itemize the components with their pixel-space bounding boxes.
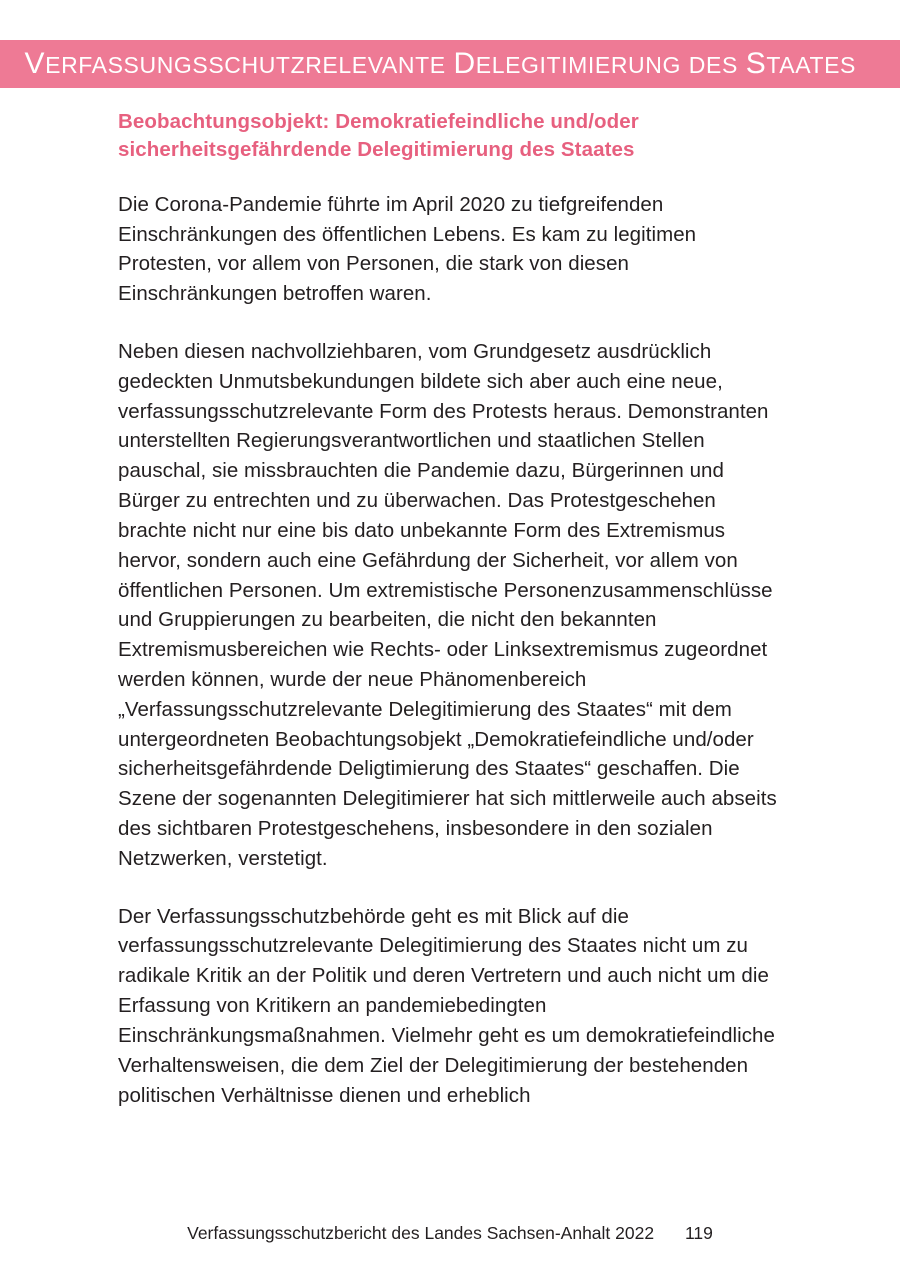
page-content	[118, 108, 780, 1110]
running-head-title: VERFASSUNGSSCHUTZRELEVANTE DELEGITIMIERUNG DES STAATES	[24, 47, 856, 80]
page-footer	[0, 1223, 900, 1244]
footer-document-title: Verfassungsschutzbericht des Landes Sachsen-Anhalt 2022	[187, 1223, 655, 1243]
body-paragraph: Der Verfassungsschutzbehörde geht es mit Blick auf die verfassungsschutzrelevante Delegitimierung des Staates nicht um zu radikale Kritik an der Politik und deren Vertretern und auch nicht um die Erfassung von Kritikern an pandemiebedingten Einschränkungsmaßnahmen. Vielmehr geht es um demokratiefeindliche Verhaltensweisen, die dem Ziel der Delegitimierung der bestehenden politischen Verhältnisse dienen und erheblich	[118, 904, 775, 1107]
page-number: 119	[684, 1223, 713, 1243]
body-paragraph: Neben diesen nachvollziehbaren, vom Grundgesetz ausdrücklich gedeckten Unmutsbekundungen bildete sich aber auch eine neue, verfassungsschutzrelevante Form des Protests heraus. Demonstranten unterstellten Regierungsverantwortlichen und staatlichen Stellen pauschal, sie missbrauchten die Pandemie dazu, Bürgerinnen und Bürger zu entrechten und zu überwachen. Das Protestgeschehen brachte nicht nur eine bis dato unbekannte Form des Extremismus hervor, sondern auch eine Gefährdung der Sicherheit, vor allem von öffentlichen Personen. Um extremistische Personenzusammenschlüsse und Gruppierungen zu bearbeiten, die nicht den bekannten Extremismusbereichen wie Rechts- oder Linksextremismus zugeordnet werden können, wurde der neue Phänomenbereich „Verfassungsschutzrelevante Delegitimierung des Staates“ mit dem untergeordneten Beobachtungsobjekt „Demokratiefeindliche und/oder sicherheitsgefährdende Deligtimierung des Staates“ geschaffen. Die Szene der sogenannten Delegitimierer hat sich mittlerweile auch abseits des sichtbaren Protestgeschehens, insbesondere in den sozialen Netzwerken, verstetigt.	[118, 340, 777, 870]
running-head-band	[0, 40, 900, 88]
body-paragraph: Die Corona-Pandemie führte im April 2020 zu tiefgreifenden Einschränkungen des öffentlichen Lebens. Es kam zu legitimen Protesten, vor allem von Personen, die stark von diesen Einschränkungen betroffen waren.	[118, 192, 697, 306]
section-heading: Beobachtungsobjekt: Demokratiefeindliche und/oder sicherheitsgefährdende Delegitimierung des Staates	[118, 110, 639, 161]
